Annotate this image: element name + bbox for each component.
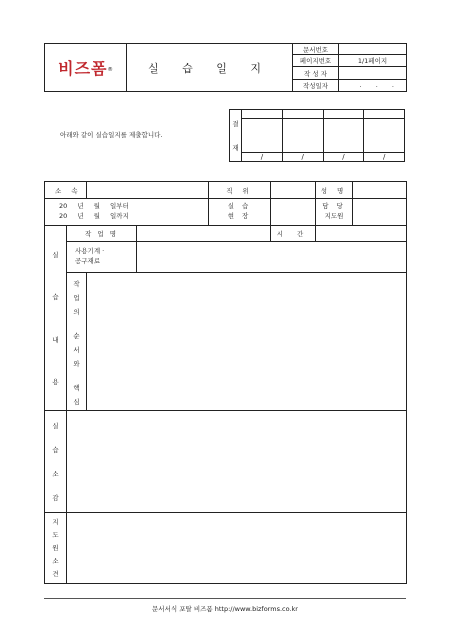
procedure-char-6: 서 [73, 345, 80, 354]
instructor-char-5: 견 [52, 569, 59, 578]
sign-date-1[interactable]: / [242, 152, 283, 161]
task-name-label: 작 업 명 [67, 226, 137, 242]
instructor-value[interactable] [67, 513, 407, 584]
affiliation-label: 소 속 [45, 182, 87, 199]
impressions-label [45, 410, 67, 513]
equipment-label-line2: 공구재료 [75, 257, 101, 266]
procedure-char-10: 심 [73, 397, 80, 406]
impressions-char-1: 실 [52, 422, 59, 431]
practice-content-char-2: 습 [52, 293, 59, 302]
procedure-char-7: 와 [73, 359, 80, 368]
instructor-label [45, 513, 67, 584]
supervisor-value[interactable] [353, 199, 407, 226]
registered-mark: ® [107, 66, 113, 73]
page-number-value: 1/1페이지 [339, 55, 407, 67]
practice-content-char-3: 내 [52, 335, 59, 344]
approval-table [229, 109, 405, 162]
position-value[interactable] [271, 182, 316, 199]
task-name-value[interactable] [137, 226, 271, 242]
approval-label-bottom: 재 [232, 144, 239, 152]
time-value[interactable] [316, 226, 407, 242]
signature-box-2[interactable] [282, 119, 323, 153]
signature-box-3[interactable] [323, 119, 364, 153]
impressions-value[interactable] [67, 410, 407, 513]
procedure-char-3: 의 [73, 307, 80, 316]
approver-title-4[interactable] [364, 110, 405, 119]
doc-number-value[interactable] [339, 44, 407, 55]
practice-content-label [45, 226, 67, 410]
equipment-label-line1: 사용기계 · [75, 247, 105, 256]
practice-content-char-1: 실 [52, 250, 59, 259]
supervisor-label [316, 199, 353, 226]
approval-label [230, 110, 242, 162]
sign-date-4[interactable]: / [364, 152, 405, 161]
period-end: 20 년 월 일까지 [59, 212, 129, 221]
procedure-char-1: 작 [73, 279, 80, 288]
time-label: 시 간 [271, 226, 316, 242]
bizforms-logo: 비즈폼 [58, 59, 108, 78]
logo-cell [45, 44, 127, 92]
footer-text: 문서서식 포탈 비즈폼 http://www.bizforms.co.kr [152, 605, 298, 613]
affiliation-value[interactable] [87, 182, 209, 199]
site-label-line2: 현 장 [227, 212, 252, 221]
approver-title-3[interactable] [323, 110, 364, 119]
footer-divider [44, 598, 406, 599]
supervisor-label-line1: 담 당 [322, 202, 346, 211]
procedure-char-5: 순 [73, 331, 80, 340]
date-value[interactable]: . . . [339, 79, 407, 91]
site-label [209, 199, 271, 226]
author-label: 작 성 자 [293, 67, 339, 79]
equipment-label [67, 242, 137, 272]
author-value[interactable] [339, 67, 407, 79]
submit-statement: 아래와 같이 실습일지를 제출합니다. [60, 131, 163, 139]
supervisor-label-line2: 지도원 [324, 212, 344, 221]
instructor-char-4: 소 [52, 556, 59, 565]
sign-date-2[interactable]: / [282, 152, 323, 161]
period-cell[interactable] [45, 199, 209, 226]
procedure-label [67, 272, 87, 410]
doc-number-label: 문서번호 [293, 44, 339, 55]
impressions-char-4: 감 [52, 494, 59, 503]
position-label: 직 위 [209, 182, 271, 199]
approver-title-1[interactable] [242, 110, 283, 119]
impressions-char-3: 소 [52, 470, 59, 479]
impressions-char-2: 습 [52, 446, 59, 455]
practice-content-char-4: 용 [52, 378, 59, 387]
site-label-line1: 실 습 [227, 202, 252, 211]
procedure-char-2: 업 [73, 293, 80, 302]
date-label: 작성일자 [293, 79, 339, 91]
equipment-value[interactable] [137, 242, 407, 272]
procedure-value[interactable] [87, 272, 407, 410]
site-value[interactable] [271, 199, 316, 226]
document-title: 실 습 일 지 [127, 44, 293, 92]
name-value[interactable] [353, 182, 407, 199]
period-start: 20 년 월 일부터 [59, 202, 129, 211]
signature-box-1[interactable] [242, 119, 283, 153]
instructor-char-3: 원 [52, 543, 59, 552]
page-number-label: 페이지번호 [293, 55, 339, 67]
header-table [44, 43, 407, 92]
approver-title-2[interactable] [282, 110, 323, 119]
practice-log-form [44, 181, 407, 584]
instructor-char-1: 지 [52, 517, 59, 526]
name-label: 성 명 [316, 182, 353, 199]
procedure-char-9: 핵 [73, 383, 80, 392]
sign-date-3[interactable]: / [323, 152, 364, 161]
signature-box-4[interactable] [364, 119, 405, 153]
approval-label-top: 결 [232, 120, 239, 128]
instructor-char-2: 도 [52, 530, 59, 539]
